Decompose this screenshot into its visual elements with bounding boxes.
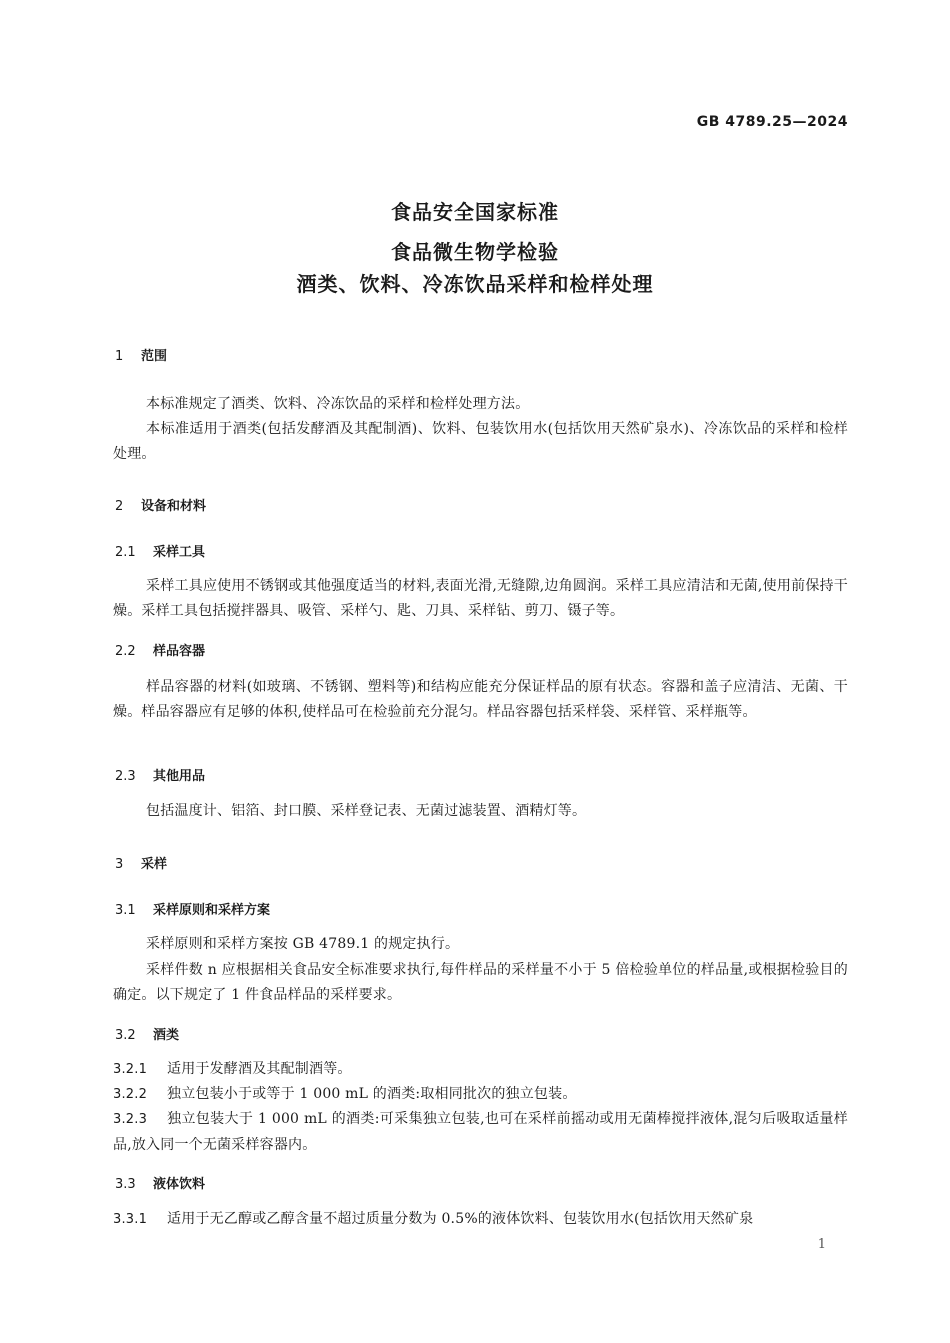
subsection-2-2-heading [115,640,205,659]
main-title: 食品安全国家标准 [391,200,559,224]
section-1-heading [115,345,167,364]
section-number: 3 [115,857,124,872]
clause-number: 3.3.1 [113,1212,148,1227]
subsection-2-3-heading [115,765,205,784]
paragraph: 本标准适用于酒类(包括发酵酒及其配制酒)、饮料、包装饮用水(包括饮用天然矿泉水)、冷冻饮品的采样和检样处理。 [113,421,848,462]
page-number: 1 [817,1237,826,1252]
section-3-heading [115,853,167,872]
subsection-number: 3.2 [115,1028,136,1043]
clause-text: 独立包装小于或等于 1 000 mL 的酒类:取相同批次的独立包装。 [167,1086,577,1102]
clause-3-2-3 [113,1107,848,1157]
paragraph: 采样原则和采样方案按 GB 4789.1 的规定执行。 [146,936,460,952]
subsection-number: 2.1 [115,545,136,560]
subsection-title: 采样原则和采样方案 [153,903,271,918]
section-number: 2 [115,499,124,514]
paragraph: 样品容器的材料(如玻璃、不锈钢、塑料等)和结构应能充分保证样品的原有状态。容器和盖子应清洁、无菌、干燥。样品容器应有足够的体积,使样品可在检验前充分混匀。样品容器包括采样袋、采样管、采样瓶等。 [113,679,848,720]
clause-text: 适用于无乙醇或乙醇含量不超过质量分数为 0.5%的液体饮料、包装饮用水(包括饮用天然矿泉 [167,1211,754,1227]
subsection-title: 其他用品 [153,769,206,784]
paragraph: 采样工具应使用不锈钢或其他强度适当的材料,表面光滑,无缝隙,边角圆润。采样工具应清洁和无菌,使用前保持干燥。采样工具包括搅拌器具、吸管、采样勺、匙、刀具、采样钻、剪刀、镊子等。 [113,578,848,619]
clause-text: 独立包装大于 1 000 mL 的酒类:可采集独立包装,也可在采样前摇动或用无菌棒搅拌液体,混匀后吸取适量样品,放入同一个无菌采样容器内。 [113,1111,848,1153]
subsection-number: 2.3 [115,769,136,784]
subsection-number: 3.1 [115,903,136,918]
standard-code: GB 4789.25—2024 [696,114,848,130]
paragraph: 本标准规定了酒类、饮料、冷冻饮品的采样和检样处理方法。 [146,396,530,412]
clause-number: 3.2.3 [113,1112,148,1127]
clause-number: 3.2.2 [113,1087,148,1102]
subsection-3-1-heading [115,899,270,918]
subsection-title: 液体饮料 [153,1177,206,1192]
section-title: 采样 [141,857,168,872]
section-2-heading [115,495,206,514]
clause-3-3-1 [113,1207,848,1233]
subsection-3-3-heading [115,1173,205,1192]
subtitle-2: 酒类、饮料、冷冻饮品采样和检样处理 [296,272,654,296]
subtitle-1: 食品微生物学检验 [391,240,559,264]
clause-text: 适用于发酵酒及其配制酒等。 [167,1061,352,1077]
subsection-title: 样品容器 [153,644,206,659]
subsection-number: 3.3 [115,1177,136,1192]
section-number: 1 [115,349,124,364]
section-title: 设备和材料 [141,499,207,514]
subsection-2-1-heading [115,541,205,560]
paragraph: 采样件数 n 应根据相关食品安全标准要求执行,每件样品的采样量不小于 5 倍检验单位的样品量,或根据检验目的确定。以下规定了 1 件食品样品的采样要求。 [113,962,848,1003]
subsection-title: 酒类 [153,1028,180,1043]
subsection-3-2-heading [115,1024,179,1043]
section-title: 范围 [141,349,168,364]
subsection-number: 2.2 [115,644,136,659]
clause-3-2-1 [113,1057,848,1083]
paragraph: 包括温度计、铝箔、封口膜、采样登记表、无菌过滤装置、酒精灯等。 [146,803,587,819]
clause-number: 3.2.1 [113,1062,148,1077]
subsection-title: 采样工具 [153,545,206,560]
clause-3-2-2 [113,1082,848,1108]
